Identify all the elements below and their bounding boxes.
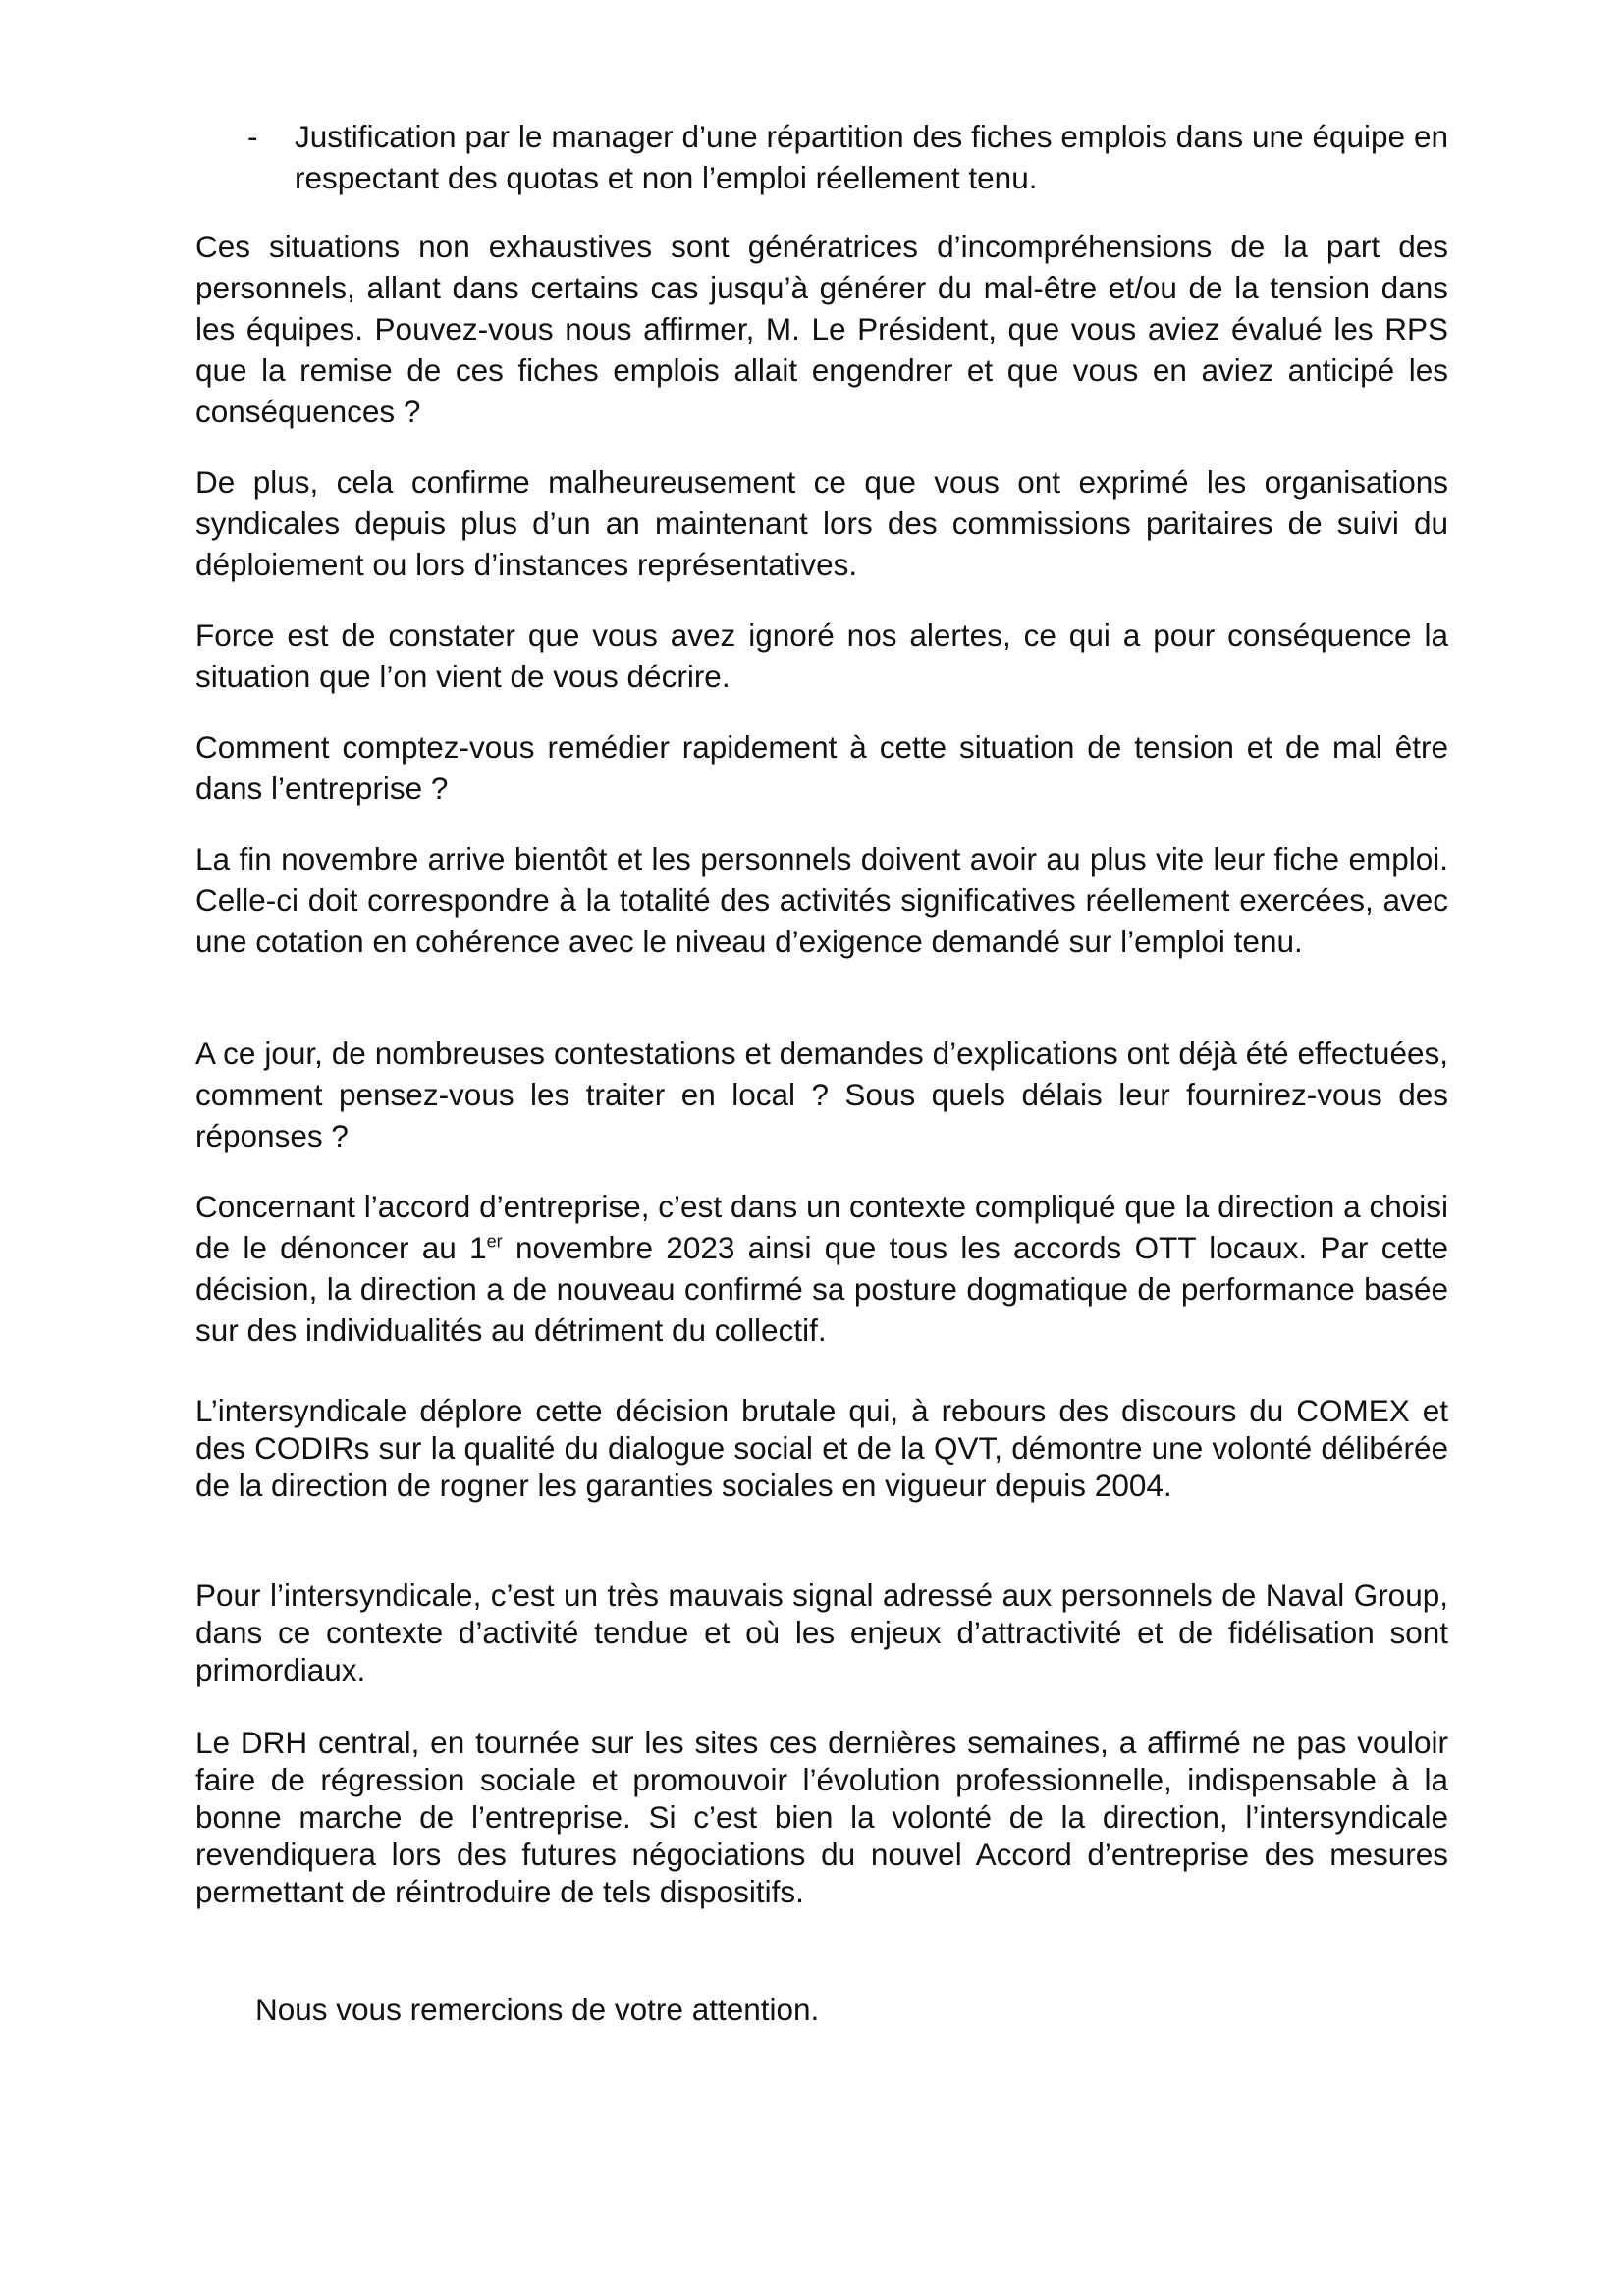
agreement-text-start: Concernant l’accord d’entreprise, c’est dans un contexte compliqué que la direction a choisi de le dénoncer au 1 [195, 1189, 1448, 1265]
paragraph-remedy-question: Comment comptez-vous remédier rapidement à cette situation de tension et de mal être dans l’entreprise ? [195, 729, 1448, 806]
paragraph-bad-signal: Pour l’intersyndicale, c’est un très mauvais signal adressé aux personnels de Naval Group, dans ce contexte d’activité tendue et où les enjeux d’attractivité et de fidélisation sont primordiaux. [195, 1577, 1448, 1687]
paragraph-ignored-alerts: Force est de constater que vous avez ignoré nos alertes, ce qui a pour conséquence la situation que l’on vient de vous décrire. [195, 617, 1448, 694]
paragraph-drh-central: Le DRH central, en tournée sur les sites ces dernières semaines, a affirmé ne pas vouloir faire de régression sociale et promouvoir l’évolution professionnelle, indispensable à la bonne marche de l’entreprise. Si c’est bien la volonté de la direction, l’intersyndicale revendiquera lors des futures négociations du nouvel Accord d’entreprise des mesures permettant de réintroduire de tels dispositifs. [195, 1725, 1448, 1909]
bullet-item [247, 116, 1448, 198]
paragraph-contestations: A ce jour, de nombreuses contestations et demandes d’explications ont déjà été effectuées, comment pensez-vous les traiter en local ? Sous quels délais leur fournirez-vous des réponses ? [195, 1036, 1448, 1153]
paragraph-intersyndicale-deplores: L’intersyndicale déplore cette décision brutale qui, à rebours des discours du COMEX et des CODIRs sur la qualité du dialogue social et de la QVT, démontre une volonté délibérée de la direction de rogner les garanties sociales en vigueur depuis 2004. [195, 1393, 1448, 1503]
ordinal-superscript: er [486, 1231, 503, 1252]
bullet-marker: - [247, 119, 258, 154]
paragraph-syndical-warnings: De plus, cela confirme malheureusement ce que vous ont exprimé les organisations syndicales depuis plus d’un an maintenant lors des commissions paritaires de suivi du déploiement ou lors d’instances représentatives. [195, 464, 1448, 582]
paragraph-rps-question: Ces situations non exhaustives sont génératrices d’incompréhensions de la part des personnels, allant dans certains cas jusqu’à générer du mal-être et/ou de la tension dans les équipes. Pouvez-vous nous affirmer, M. Le Président, que vous aviez évalué les RPS que la remise de ces fiches emplois allait engendrer et que vous en aviez anticipé les conséquences ? [195, 229, 1448, 429]
paragraph-end-november: La fin novembre arrive bientôt et les personnels doivent avoir au plus vite leur fiche emploi. Celle-ci doit correspondre à la totalité des activités significatives réellement exercées, avec une cotation en cohérence avec le niveau d’exigence demandé sur l’emploi tenu. [195, 841, 1448, 959]
closing-line: Nous vous remercions de votre attention. [255, 1992, 820, 2027]
bullet-text: Justification par le manager d’une répartition des fiches emplois dans une équipe en respectant des quotas et non l’emploi réellement tenu. [295, 119, 1448, 195]
agreement-text-end: novembre 2023 ainsi que tous les accords OTT locaux. Par cette décision, la direction a de nouveau confirmé sa posture dogmatique de performance basée sur des individualités au détriment du collectif. [195, 1230, 1448, 1348]
paragraph-company-agreement [195, 1186, 1448, 1351]
